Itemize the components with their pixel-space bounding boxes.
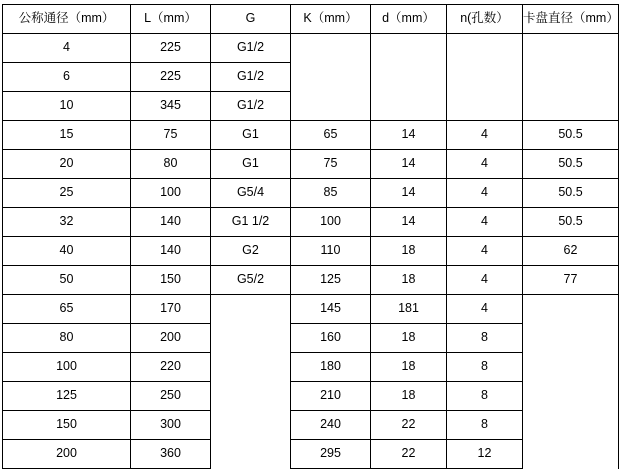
table-cell: 4 — [447, 179, 523, 208]
table-cell: G1/2 — [211, 92, 291, 121]
table-cell — [523, 34, 619, 63]
table-cell — [523, 411, 619, 440]
table-cell: G5/4 — [211, 179, 291, 208]
table-row — [3, 121, 619, 150]
table-cell — [523, 92, 619, 121]
table-cell: G2 — [211, 237, 291, 266]
table-cell: 22 — [371, 411, 447, 440]
table-cell: 125 — [291, 266, 371, 295]
column-header-g: G — [211, 5, 291, 34]
table-cell: 4 — [3, 34, 131, 63]
table-row — [3, 266, 619, 295]
table-body — [3, 34, 619, 469]
table-cell — [291, 63, 371, 92]
table-cell — [523, 63, 619, 92]
table-row — [3, 34, 619, 63]
table-cell: 77 — [523, 266, 619, 295]
table-cell: 40 — [3, 237, 131, 266]
table-cell: 150 — [131, 266, 211, 295]
table-cell: 100 — [3, 353, 131, 382]
table-cell: 14 — [371, 150, 447, 179]
specification-table — [2, 4, 619, 469]
table-header — [3, 5, 619, 34]
table-cell — [211, 411, 291, 440]
table-cell: 8 — [447, 353, 523, 382]
table-cell: 125 — [3, 382, 131, 411]
table-cell: 4 — [447, 266, 523, 295]
table-cell: 32 — [3, 208, 131, 237]
table-row — [3, 92, 619, 121]
table-cell: 75 — [291, 150, 371, 179]
table-cell: 65 — [3, 295, 131, 324]
column-header-d: d（mm） — [371, 5, 447, 34]
table-cell: 4 — [447, 208, 523, 237]
table-cell: G5/2 — [211, 266, 291, 295]
table-cell: 170 — [131, 295, 211, 324]
table-cell: 140 — [131, 237, 211, 266]
table-cell: 22 — [371, 440, 447, 469]
table-cell: 4 — [447, 295, 523, 324]
table-cell — [211, 295, 291, 324]
column-header-nominal-diameter: 公称通径（mm） — [3, 5, 131, 34]
table-row — [3, 179, 619, 208]
column-header-n: n(孔数） — [447, 5, 523, 34]
table-row — [3, 150, 619, 179]
table-cell: 4 — [447, 150, 523, 179]
table-cell — [371, 34, 447, 63]
table-cell: 20 — [3, 150, 131, 179]
table-cell: G1 1/2 — [211, 208, 291, 237]
table-cell: 8 — [447, 411, 523, 440]
table-cell: 80 — [3, 324, 131, 353]
table-cell — [371, 63, 447, 92]
table-cell — [523, 382, 619, 411]
table-cell — [447, 63, 523, 92]
table-cell: 300 — [131, 411, 211, 440]
table-cell: 50 — [3, 266, 131, 295]
table-cell: 18 — [371, 353, 447, 382]
table-cell: G1/2 — [211, 34, 291, 63]
table-cell — [211, 353, 291, 382]
table-cell: 225 — [131, 34, 211, 63]
table-cell — [447, 34, 523, 63]
table-cell: 50.5 — [523, 121, 619, 150]
table-cell — [211, 440, 291, 469]
table-cell: 250 — [131, 382, 211, 411]
table-cell: 18 — [371, 324, 447, 353]
table-cell: 225 — [131, 63, 211, 92]
table-cell: 18 — [371, 382, 447, 411]
table-cell: 181 — [371, 295, 447, 324]
table-cell — [211, 324, 291, 353]
table-cell: 10 — [3, 92, 131, 121]
table-cell: 140 — [131, 208, 211, 237]
table-cell — [523, 295, 619, 324]
table-row — [3, 208, 619, 237]
table-cell: 75 — [131, 121, 211, 150]
table-cell — [523, 324, 619, 353]
table-row — [3, 324, 619, 353]
table-cell: 240 — [291, 411, 371, 440]
table-cell: 50.5 — [523, 150, 619, 179]
table-cell: 50.5 — [523, 179, 619, 208]
table-cell: G1/2 — [211, 63, 291, 92]
table-cell: 180 — [291, 353, 371, 382]
table-cell: G1 — [211, 150, 291, 179]
table-row — [3, 382, 619, 411]
table-cell: 12 — [447, 440, 523, 469]
table-cell: G1 — [211, 121, 291, 150]
table-cell — [291, 34, 371, 63]
table-cell: 150 — [3, 411, 131, 440]
column-header-k: K（mm） — [291, 5, 371, 34]
table-cell: 360 — [131, 440, 211, 469]
table-cell: 15 — [3, 121, 131, 150]
table-cell: 6 — [3, 63, 131, 92]
table-row — [3, 440, 619, 469]
table-row — [3, 237, 619, 266]
table-cell: 65 — [291, 121, 371, 150]
table-cell: 210 — [291, 382, 371, 411]
table-cell: 8 — [447, 382, 523, 411]
table-cell: 18 — [371, 266, 447, 295]
table-row — [3, 353, 619, 382]
table-cell: 220 — [131, 353, 211, 382]
table-cell: 100 — [131, 179, 211, 208]
table-cell: 85 — [291, 179, 371, 208]
table-cell: 200 — [131, 324, 211, 353]
table-cell: 25 — [3, 179, 131, 208]
table-cell: 4 — [447, 121, 523, 150]
table-row — [3, 295, 619, 324]
table-header-row — [3, 5, 619, 34]
table-cell: 345 — [131, 92, 211, 121]
table-cell: 295 — [291, 440, 371, 469]
column-header-l: L（mm） — [131, 5, 211, 34]
table-cell: 4 — [447, 237, 523, 266]
table-cell — [371, 92, 447, 121]
table-cell — [447, 92, 523, 121]
table-cell — [523, 353, 619, 382]
table-cell: 8 — [447, 324, 523, 353]
table-cell: 50.5 — [523, 208, 619, 237]
table-cell — [523, 440, 619, 469]
table-row — [3, 63, 619, 92]
table-cell: 18 — [371, 237, 447, 266]
table-cell: 110 — [291, 237, 371, 266]
table-row — [3, 411, 619, 440]
table-cell: 14 — [371, 121, 447, 150]
table-cell: 160 — [291, 324, 371, 353]
table-cell: 100 — [291, 208, 371, 237]
table-cell — [291, 92, 371, 121]
table-cell: 14 — [371, 208, 447, 237]
table-cell: 80 — [131, 150, 211, 179]
table-cell: 145 — [291, 295, 371, 324]
table-cell: 62 — [523, 237, 619, 266]
table-cell: 14 — [371, 179, 447, 208]
column-header-chuck-diameter: 卡盘直径（mm） — [523, 5, 619, 34]
table-cell: 200 — [3, 440, 131, 469]
table-cell — [211, 382, 291, 411]
